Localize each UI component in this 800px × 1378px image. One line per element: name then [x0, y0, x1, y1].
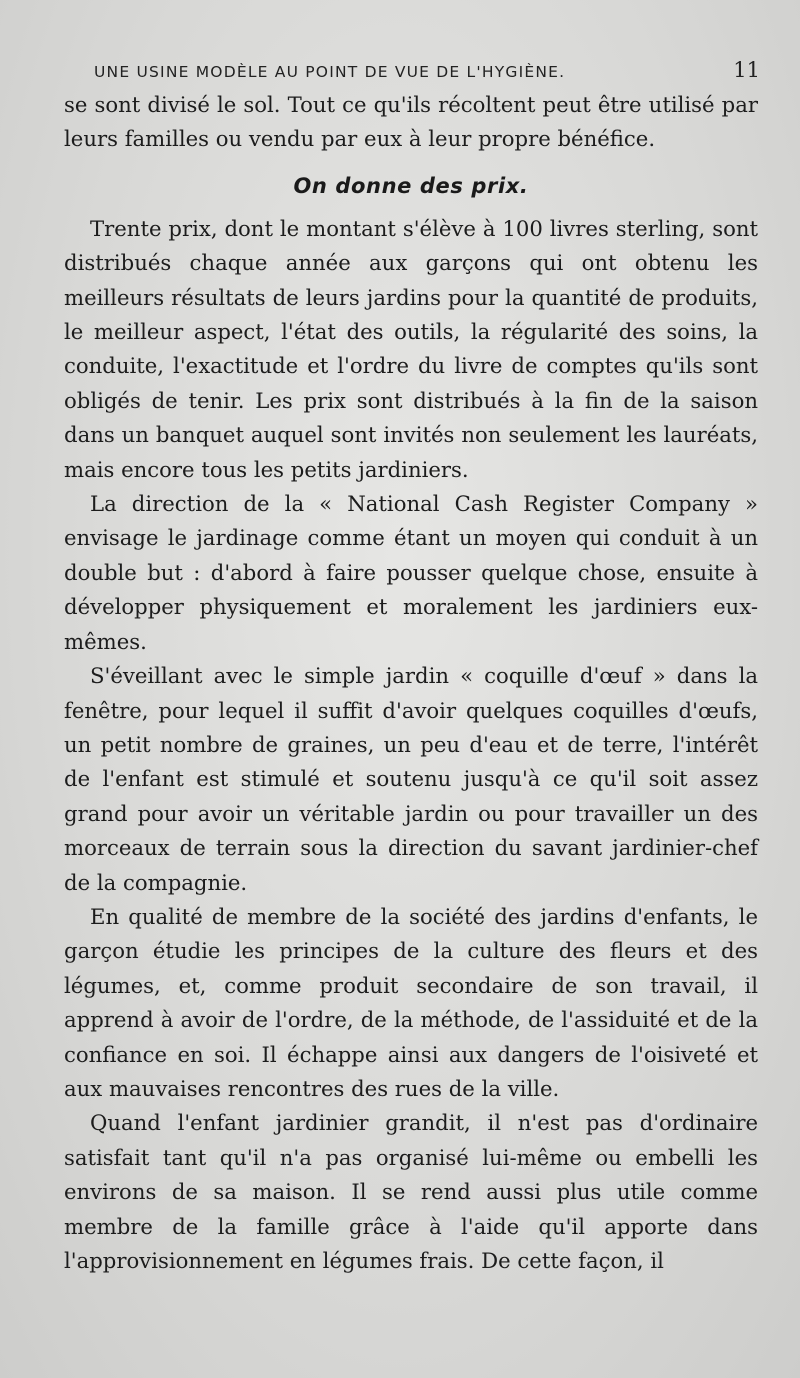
running-title: UNE USINE MODÈLE AU POINT DE VUE DE L'HYGIÈNE. — [94, 63, 566, 81]
paragraph-growing-child: Quand l'enfant jardinier grandit, il n'est pas d'ordinaire satisfait tant qu'il n'a pas organisé lui-même ou embelli les environs de sa maison. Il se rend aussi plus utile comme membre de la famille grâce à l'aide qu'il apporte dans l'approvisionnement en légumes frais. De cette façon, il — [64, 1110, 758, 1273]
paragraph-direction: La direction de la « National Cash Register Company » envisage le jardinage comme étant un moyen qui conduit à un double but : d'abord à faire pousser quelque chose, ensuite à développer physiquement et moralement les jardiniers eux-mêmes. — [64, 491, 758, 654]
section-heading: On donne des prix. — [293, 173, 529, 198]
continuation-paragraph: se sont divisé le sol. Tout ce qu'ils récoltent peut être utilisé par leurs familles ou vendu par eux à leur propre bénéfice. — [64, 92, 758, 152]
paragraph-prizes: Trente prix, dont le montant s'élève à 100 livres sterling, sont distribués chaque année aux garçons qui ont obtenu les meilleurs résultats de leurs jardins pour la quantité de produits, le meilleur aspect, l'état des outils, la régularité des soins, la conduite, l'exactitude et l'ordre du livre de comptes qu'ils sont obligés de tenir. Les prix sont distribués à la fin de la saison dans un banquet auquel sont invités non seulement les lauréats, mais encore tous les petits jardiniers. — [64, 215, 758, 482]
page-number: 11 — [733, 58, 760, 82]
paragraph-society: En qualité de membre de la société des jardins d'enfants, le garçon étudie les principes de la culture des fleurs et des légumes, et, comme produit secondaire de son travail, il apprend à avoir de l'ordre, de la méthode, de l'assiduité et de la confiance en soi. Il échappe ainsi aux dangers de l'oisiveté et aux mauvaises rencontres des rues de la ville. — [64, 903, 758, 1101]
running-head — [64, 58, 764, 82]
paragraph-eggshell-garden: S'éveillant avec le simple jardin « coquille d'œuf » dans la fenêtre, pour lequel il suffit d'avoir quelques coquilles d'œufs, un petit nombre de graines, un peu d'eau et de terre, l'intérêt de l'enfant est stimulé et soutenu jusqu'à ce qu'il soit assez grand pour avoir un véritable jardin ou pour travailler un des morceaux de terrain sous la direction du savant jardinier-chef de la compagnie. — [64, 663, 758, 895]
text-block — [64, 88, 758, 1278]
